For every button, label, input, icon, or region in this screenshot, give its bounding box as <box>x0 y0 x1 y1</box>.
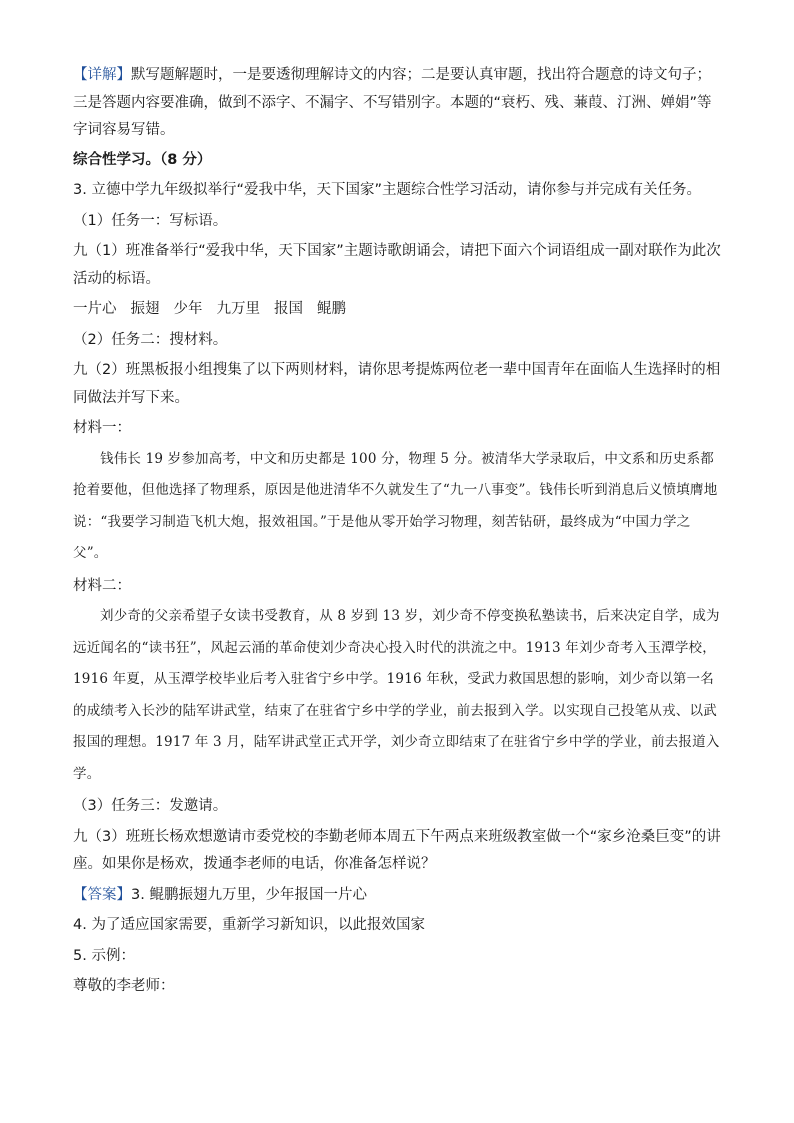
material1-text: 钱伟长 19 岁参加高考，中文和历史都是 100 分，物理 5 分。被清华大学录取后，中文系和历史系都抢着要他，但他选择了物理系，原因是他进清华不久就发生了“九一八事变”。钱伟长听到消息后义愤填膺地说：“我要学习制造飞机大炮，报效祖国。”于是他从零开始学习物理，刻苦钻研，最终成为“中国力学之父”。 <box>73 450 718 561</box>
answer-5: 5. 示例： <box>73 947 135 964</box>
answer-3 <box>73 882 721 910</box>
task1-label: （1）任务一：写标语。 <box>73 212 228 229</box>
material2-label: 材料二： <box>73 577 131 594</box>
task3-text: 九（3）班班长杨欢想邀请市委党校的李勤老师本周五下午两点来班级教室做一个“家乡沧桑巨变”的讲座。如果你是杨欢，拨通李老师的电话，你准备怎样说？ <box>73 828 721 872</box>
task2-text: 九（2）班黑板报小组搜集了以下两则材料，请你思考提炼两位老一辈中国青年在面临人生选择时的相同做法并写下来。 <box>73 362 721 406</box>
word-item: 鲲鹏 <box>317 301 346 317</box>
task3-label: （3）任务三：发邀请。 <box>73 798 228 814</box>
answer-3-text: 3. 鲲鹏振翅九万里，少年报国一片心 <box>131 886 367 903</box>
word-item: 少年 <box>173 301 203 317</box>
letter-greeting: 尊敬的李老师： <box>73 978 175 994</box>
word-item: 报国 <box>274 301 303 317</box>
task2-label: （2）任务二：搜材料。 <box>73 331 228 348</box>
answer-4: 4. 为了适应国家需要，重新学习新知识，以此报效国家 <box>73 917 425 933</box>
detail-tag: 【详解】 <box>73 67 131 83</box>
q3-stem: 3. 立德中学九年级拟举行“爱我中华，天下国家”主题综合性学习活动，请你参与并完成有关任务。 <box>73 182 701 198</box>
material1-label: 材料一： <box>73 420 131 436</box>
answer-tag: 【答案】 <box>73 886 131 903</box>
word-item: 振翅 <box>130 301 160 317</box>
task1-text: 九（1）班准备举行“爱我中华，天下国家”主题诗歌朗诵会，请把下面六个词语组成一副对联作为此次活动的标语。 <box>73 243 721 287</box>
material2-text: 刘少奇的父亲希望子女读书受教育，从 8 岁到 13 岁，刘少奇不停变换私塾读书，后来决定自学，成为远近闻名的“读书狂”，风起云涌的革命使刘少奇决心投入时代的洪流之中。1913 年刘少奇考入玉潭学校，1916 年夏，从玉潭学校毕业后考入驻省宁乡中学。1916 年秋，受武力救国思想的影响，刘少奇以第一名的成绩考入长沙的陆军讲武堂，结束了在驻省宁乡中学的学业，前去报到入学。以实现自己投笔从戎、以武报国的理想。1917 年 3 月，陆军讲武堂正式开学，刘少奇立即结束了在驻省宁乡中学的学业，前去报道入学。 <box>73 608 720 782</box>
detail-text: 默写题解题时，一是要透彻理解诗文的内容；二是要认真审题，找出符合题意的诗文句子；三是答题内容要准确，做到不添字、不漏字、不写错别字。本题的“衰朽、残、蒹葭、汀洲、婵娟”等字词容易写错。 <box>73 67 712 138</box>
detail-paragraph <box>73 62 721 145</box>
document-page <box>73 62 721 1001</box>
word-list <box>73 296 721 324</box>
word-item: 一片心 <box>73 301 117 317</box>
section-title: 综合性学习。（8 分） <box>73 151 212 168</box>
word-item: 九万里 <box>216 301 260 317</box>
